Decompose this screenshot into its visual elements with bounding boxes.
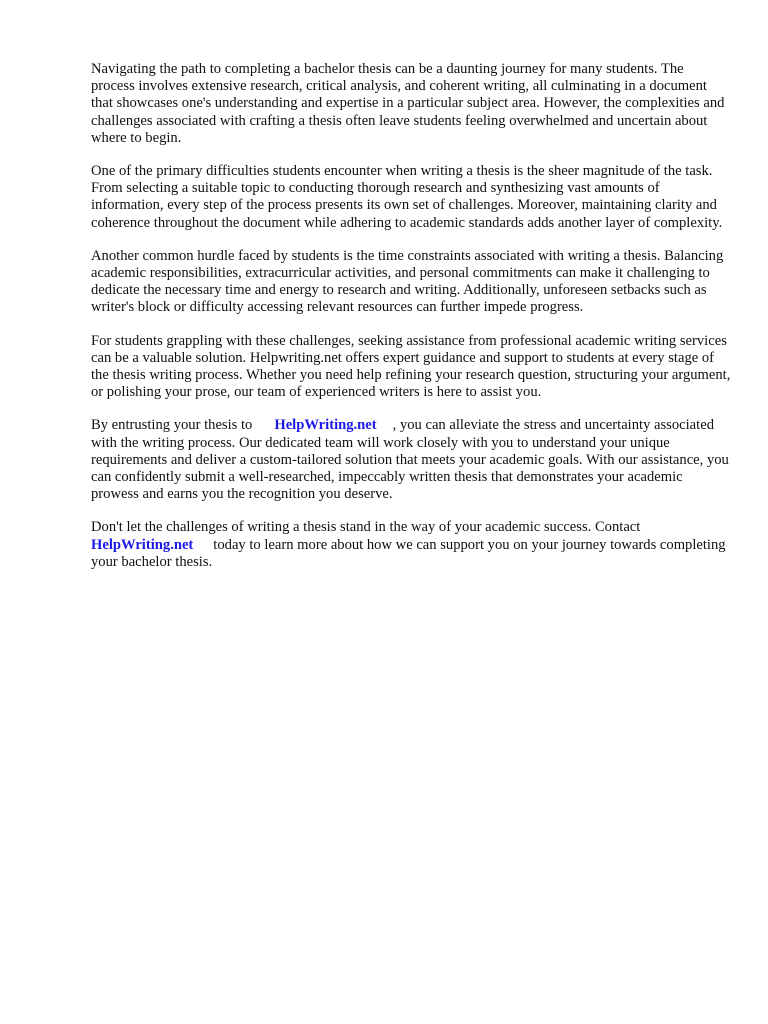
paragraph-entrusting-after: , you can alleviate the stress and uncertainty associated with the writing process. Our dedicated team will work closely with you to understand your unique requirements and deliver a custom-tailored solution that meets your academic goals. With our assistance, you can confidently submit a well-researched, impeccably written thesis that demonstrates your academic prowess and earns you the recognition you deserve. (91, 417, 729, 503)
paragraph-entrusting-before: By entrusting your thesis to (91, 417, 253, 434)
paragraph-time-constraints: Another common hurdle faced by students is the time constraints associated with writing a thesis. Balancing academic responsibilities, extracurricular activities, and personal commitments can make it challenging to dedicate the necessary time and energy to research and writing. Additionally, unforeseen setbacks such as writer's block or difficulty accessing relevant resources can further impede progress. (91, 247, 724, 316)
paragraph-contact-after: today to learn more about how we can support you on your journey towards completing your bachelor thesis. (91, 536, 726, 570)
paragraph-contact-before: Don't let the challenges of writing a thesis stand in the way of your academic success. Contact (91, 519, 641, 536)
document-page (91, 61, 731, 587)
paragraph-difficulties: One of the primary difficulties students encounter when writing a thesis is the sheer magnitude of the task. From selecting a suitable topic to conducting thorough research and synthesizing vast amounts of information, every step of the process presents its own set of challenges. Moreover, maintaining clarity and coherence throughout the document while adhering to academic standards adds another layer of complexity. (91, 163, 723, 231)
paragraph-intro: Navigating the path to completing a bachelor thesis can be a daunting journey for many students. The process involves extensive research, critical analysis, and coherent writing, all culminating in a document that showcases one's understanding and expertise in a particular subject area. However, the complexities and challenges associated with crafting a thesis often leave students feeling overwhelmed and uncertain about where to begin. (91, 61, 725, 146)
paragraph-assistance: For students grappling with these challenges, seeking assistance from professional academic writing services can be a valuable solution. Helpwriting.net offers expert guidance and support to students at every stage of the thesis writing process. Whether you need help refining your research question, structuring your argument, or polishing your prose, our team of experienced writers is here to assist you. (91, 332, 731, 401)
helpwriting-link[interactable]: HelpWriting.net (274, 417, 377, 434)
helpwriting-contact-link[interactable]: HelpWriting.net (91, 536, 194, 553)
paragraph-entrusting (91, 417, 731, 503)
paragraph-contact (91, 519, 731, 571)
